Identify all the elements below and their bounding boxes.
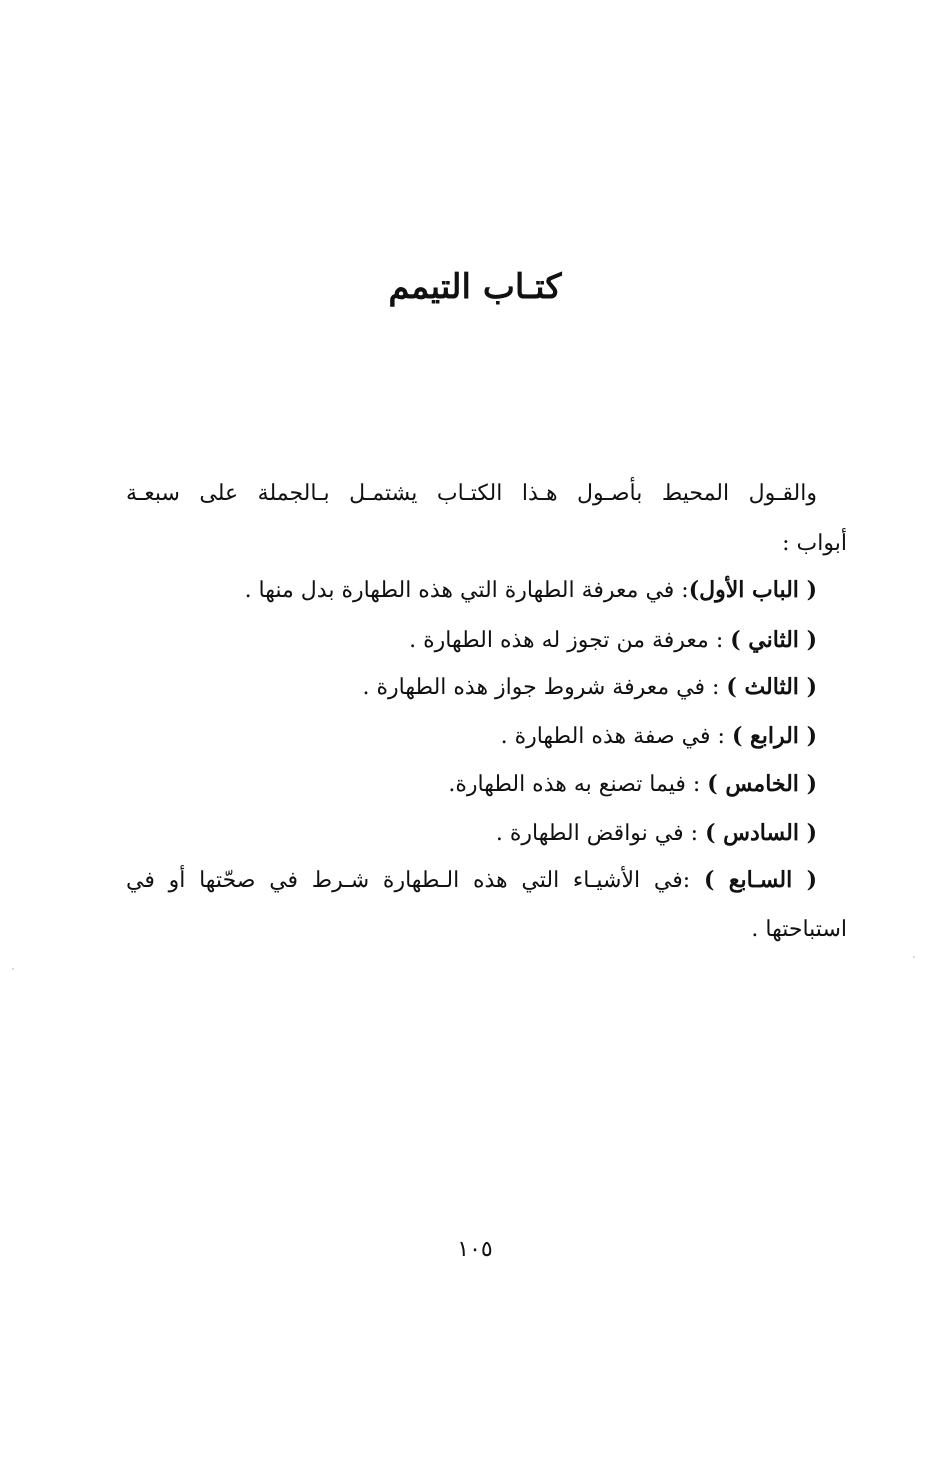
chapter-entry-6 [496,813,817,854]
chapter-description: في نواقض الطهارة . [495,821,684,846]
chapter-description: في الأشيـاء التي هذه الـطهارة شـرط في صحّتها أو في [126,868,683,893]
chapter-name: ( السادس ) [705,820,817,846]
chapter-entry-5 [448,764,817,805]
chapter-separator: : [685,772,708,797]
chapter-name: ( السـابع ) [703,867,818,893]
chapter-entry-2 [409,620,817,661]
chapter-separator: : [683,821,706,846]
chapter-name: ( الخامس ) [707,771,817,797]
chapter-separator: : [682,868,704,893]
chapter-name: ( الثالث ) [726,674,817,700]
chapter-entry-7 [126,860,817,901]
chapter-title: كتـاب التيمم [388,267,562,307]
chapter-entry-3 [363,667,817,708]
scan-speck [12,968,14,970]
chapter-entry-1 [245,570,817,611]
intro-line-1: والقـول المحيط بأصـول هـذا الكتـاب يشتمـل بـالجملة على سبعـة [126,481,817,506]
page-number: ١٠٥ [457,1237,493,1262]
chapter-description: في معرفة الطهارة التي هذه الطهارة بدل منها . [244,578,675,603]
chapter-separator: : [674,578,689,603]
chapter-description: في صفة هذه الطهارة . [500,724,711,749]
chapter-name: ( الرابع ) [731,723,817,749]
chapter-separator: : [708,628,731,653]
chapter-description: معرفة من تجوز له هذه الطهارة . [409,628,709,653]
chapter-entry-4 [501,716,817,757]
chapter-description: في معرفة شروط جواز هذه الطهارة . [362,675,705,700]
scan-speck [913,956,915,958]
chapter-name: ( الباب الأول) [688,577,817,603]
chapter-separator: : [704,675,727,700]
chapter-description: فيما تصنع به هذه الطهارة. [448,772,686,797]
chapter-7-continuation: استباحتها . [751,917,847,942]
chapter-separator: : [710,724,732,749]
intro-line-2: أبواب : [782,531,847,556]
chapter-name: ( الثاني ) [730,627,817,653]
